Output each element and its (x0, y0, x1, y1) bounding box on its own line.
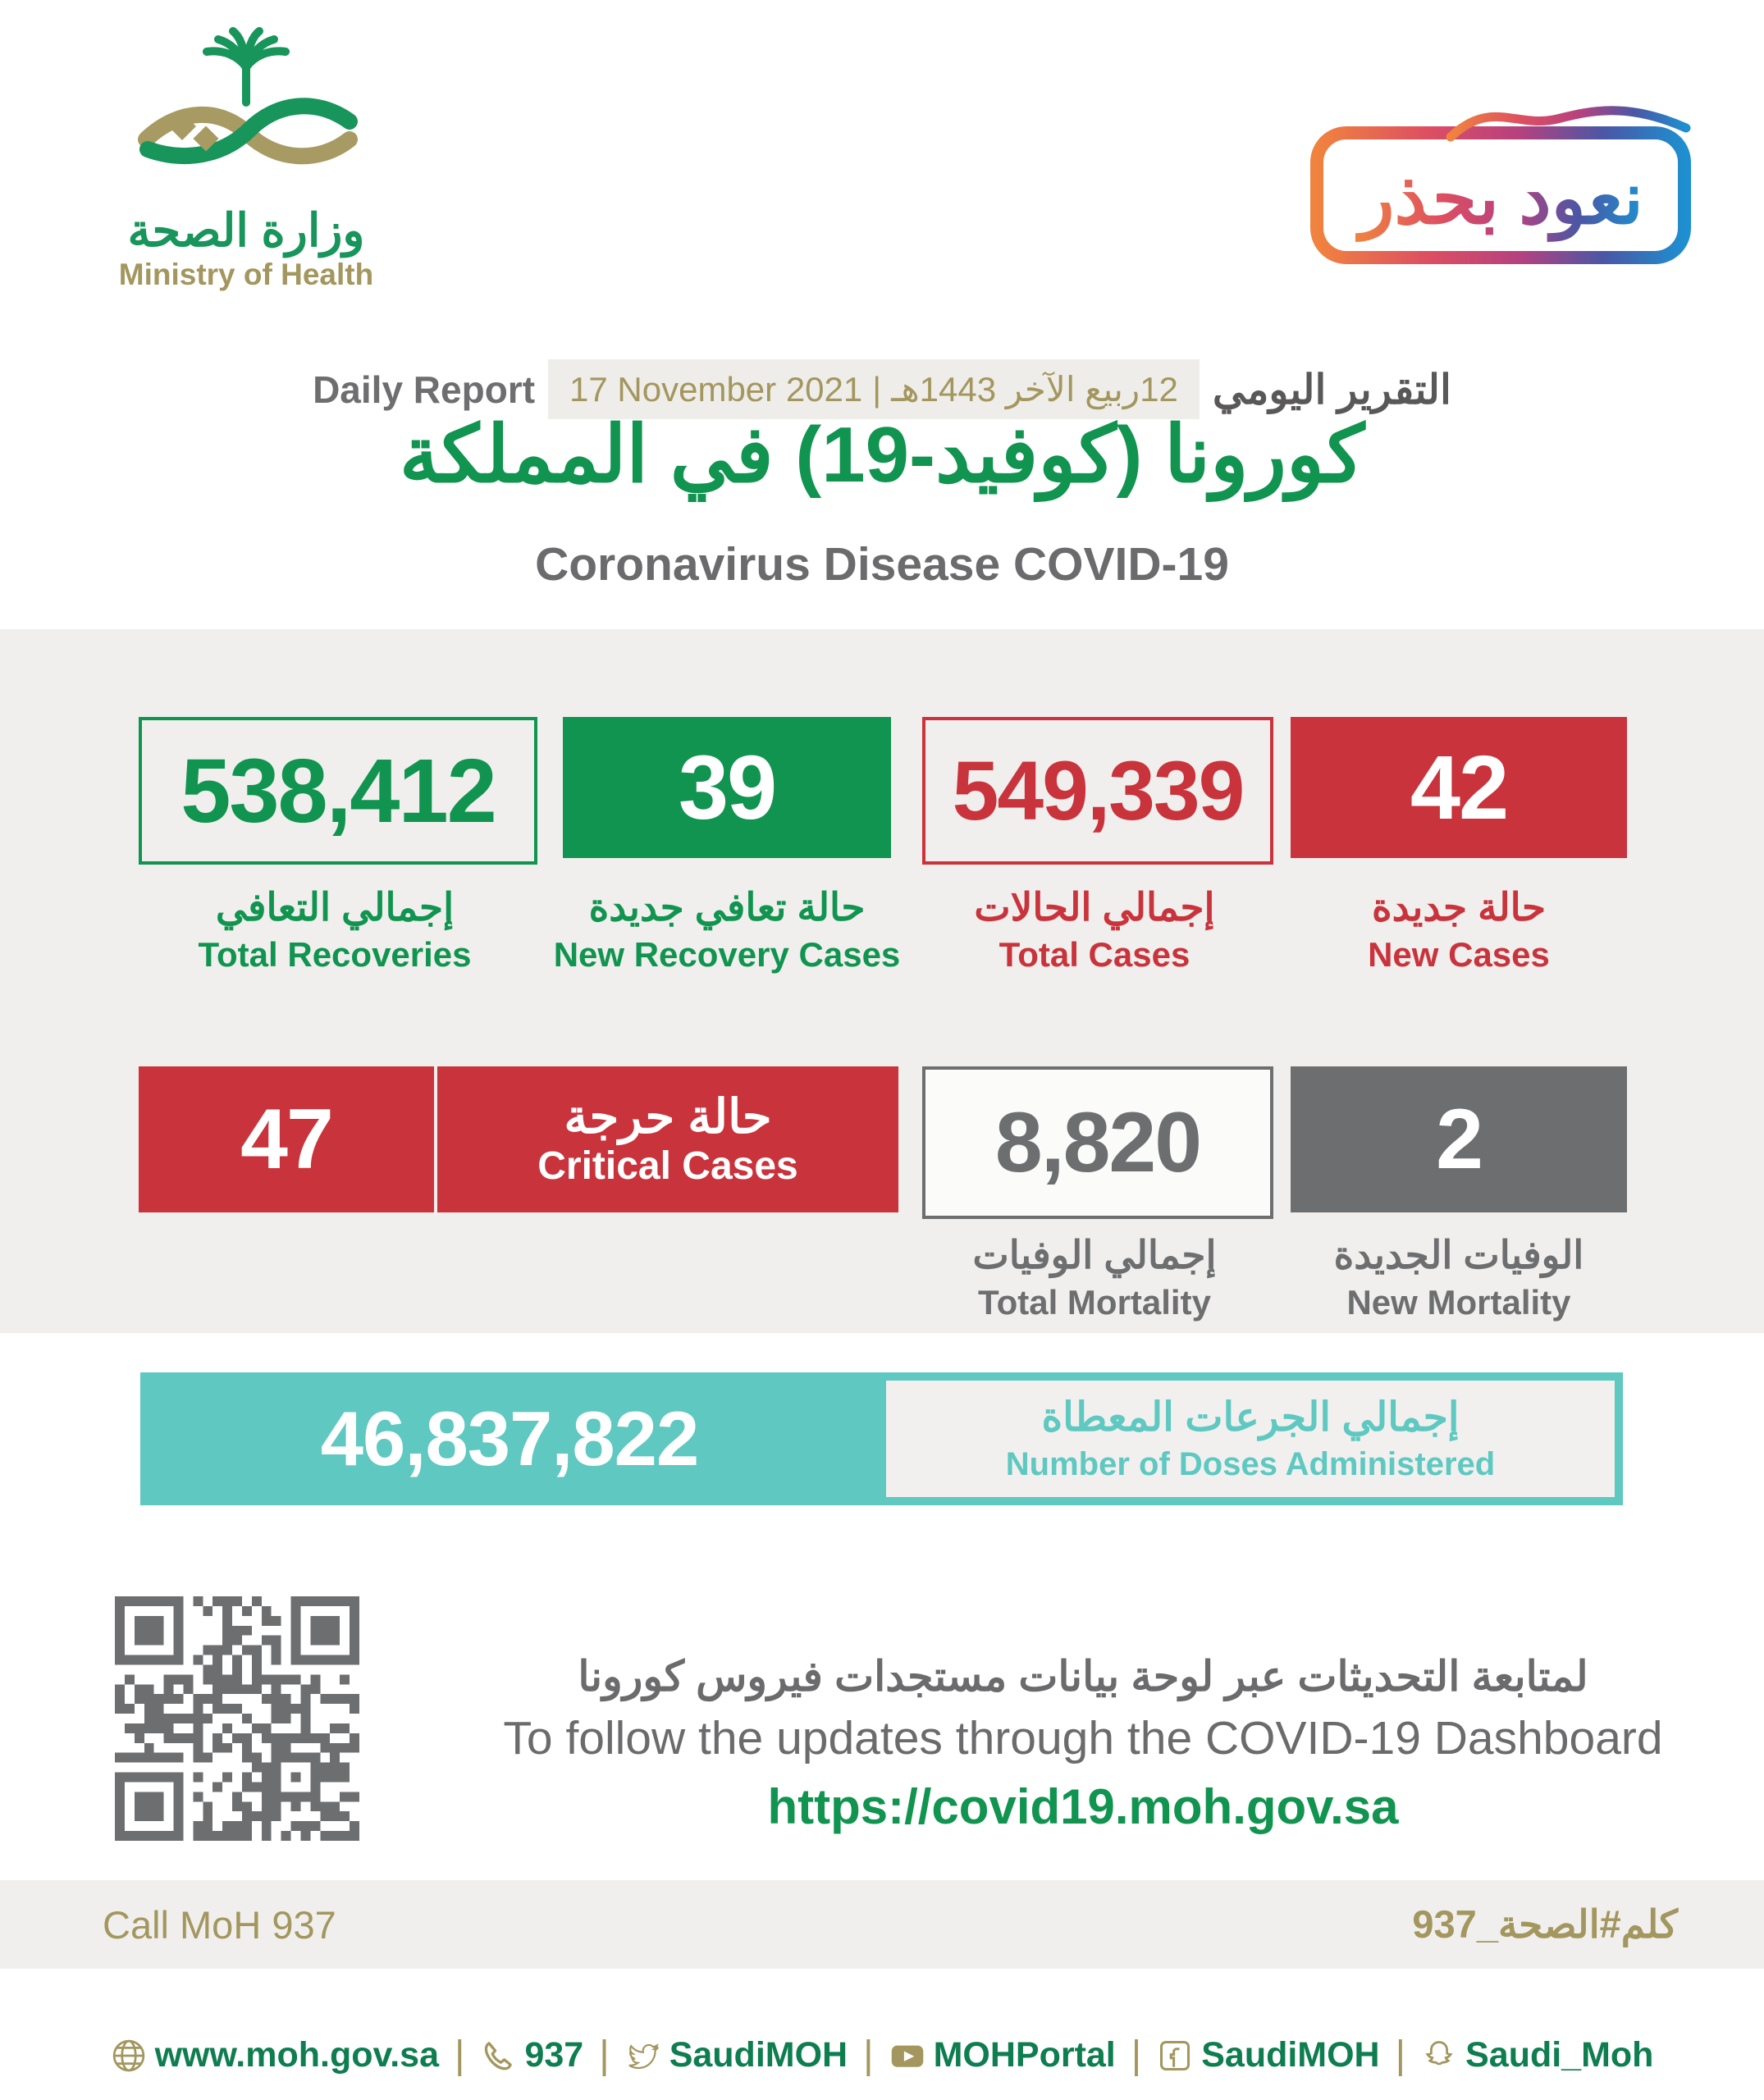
page-title-arabic: كورونا (كوفيد-19) في المملكة (399, 411, 1365, 499)
footer-separator: | (863, 2034, 874, 2077)
snapchat-icon (1421, 2038, 1457, 2074)
total-cases-box (922, 717, 1273, 865)
critical-cases-label-ar: حالة حرجة (564, 1089, 772, 1144)
qr-code (115, 1596, 359, 1841)
date-hijri: 12ربيع الآخر 1443هـ (891, 370, 1178, 409)
date-separator: | (872, 369, 882, 409)
footer-phone-937[interactable]: 937 (480, 2035, 583, 2075)
moh-logo (86, 25, 406, 292)
doses-label-en: Number of Doses Administered (1005, 1445, 1496, 1482)
return-with-caution-badge (1307, 92, 1697, 268)
logo-english-wordmark: Ministry of Health (118, 257, 374, 291)
critical-cases-label-en: Critical Cases (537, 1144, 798, 1188)
new-mortality-box (1291, 1066, 1627, 1212)
total-recoveries-label-ar: إجمالي التعافي (215, 885, 455, 929)
new-cases-box (1291, 717, 1627, 858)
dashboard-url-link[interactable]: https://covid19.moh.gov.sa (767, 1779, 1399, 1834)
daily-report-en: Daily Report (313, 368, 536, 411)
critical-cases-value-box (139, 1066, 434, 1212)
new-recovery-cases-value: 39 (678, 737, 776, 838)
footer-separator: | (1131, 2034, 1142, 2077)
globe-icon (111, 2038, 147, 2074)
total-cases-label-ar: إجمالي الحالات (974, 885, 1215, 929)
youtube-icon (889, 2038, 925, 2074)
twitter-icon (625, 2038, 661, 2074)
facebook-icon (1157, 2038, 1193, 2074)
doses-bar (140, 1372, 1623, 1505)
call-strip (0, 1880, 1764, 1969)
new-cases-label-en: New Cases (1368, 935, 1550, 974)
phone-icon (480, 2038, 516, 2074)
total-mortality-label-ar: إجمالي الوفيات (972, 1233, 1217, 1276)
footer-separator: | (599, 2034, 610, 2077)
total-recoveries-label-en: Total Recoveries (198, 935, 472, 974)
footer-facebook-page[interactable]: SaudiMOH (1157, 2035, 1379, 2075)
dashboard-note-english: To follow the updates through the COVID-19 Dashboard (503, 1712, 1663, 1764)
dashboard-note-arabic: لمتابعة التحديثات عبر لوحة بيانات مستجدات فيروس كورونا (578, 1653, 1588, 1700)
footer-website-link[interactable]: www.moh.gov.sa (111, 2035, 439, 2075)
doses-label-box (884, 1378, 1617, 1500)
badge-text: نعود بحذر (1359, 158, 1644, 239)
new-recovery-cases-label-en: New Recovery Cases (553, 935, 901, 974)
new-recovery-cases-box (563, 717, 891, 858)
total-recoveries-value: 538,412 (181, 740, 496, 842)
moh-logo-icon (115, 25, 377, 201)
total-mortality-box (922, 1066, 1273, 1219)
critical-cases-value: 47 (240, 1091, 332, 1187)
new-cases-label-ar: حالة جديدة (1371, 885, 1547, 929)
total-mortality-label-en: Total Mortality (978, 1283, 1211, 1322)
new-mortality-label-en: New Mortality (1346, 1283, 1571, 1322)
footer-youtube-channel[interactable]: MOHPortal (889, 2035, 1116, 2075)
new-mortality-label-ar: الوفيات الجديدة (1333, 1233, 1584, 1276)
call-moh-text: Call MoH 937 (103, 1902, 336, 1947)
doses-label-ar: إجمالي الجرعات المعطاة (1041, 1395, 1460, 1440)
new-mortality-value: 2 (1436, 1091, 1482, 1187)
total-cases-label-en: Total Cases (999, 935, 1190, 974)
footer-snapchat-account[interactable]: Saudi_Moh (1421, 2035, 1653, 2075)
critical-cases-label-box (437, 1066, 898, 1212)
footer-twitter-handle[interactable]: SaudiMOH (625, 2035, 848, 2075)
page-title-english: Coronavirus Disease COVID-19 (535, 538, 1229, 591)
footer-separator: | (1395, 2034, 1406, 2077)
hashtag-health-937: كلم#الصحة_937 (1412, 1902, 1678, 1946)
footer-separator: | (455, 2034, 465, 2077)
new-recovery-cases-label-ar: حالة تعافي جديدة (588, 885, 866, 929)
logo-arabic-wordmark: وزارة الصحة (127, 204, 365, 256)
daily-report-ar: التقرير اليومي (1212, 366, 1451, 413)
doses-value: 46,837,822 (320, 1395, 699, 1481)
total-recoveries-box (139, 717, 537, 865)
footer-social-row (0, 2033, 1764, 2078)
total-mortality-value: 8,820 (994, 1094, 1201, 1190)
total-cases-value: 549,339 (952, 743, 1244, 838)
new-cases-value: 42 (1410, 737, 1508, 838)
date-gregorian: 17 November 2021 (569, 369, 863, 409)
